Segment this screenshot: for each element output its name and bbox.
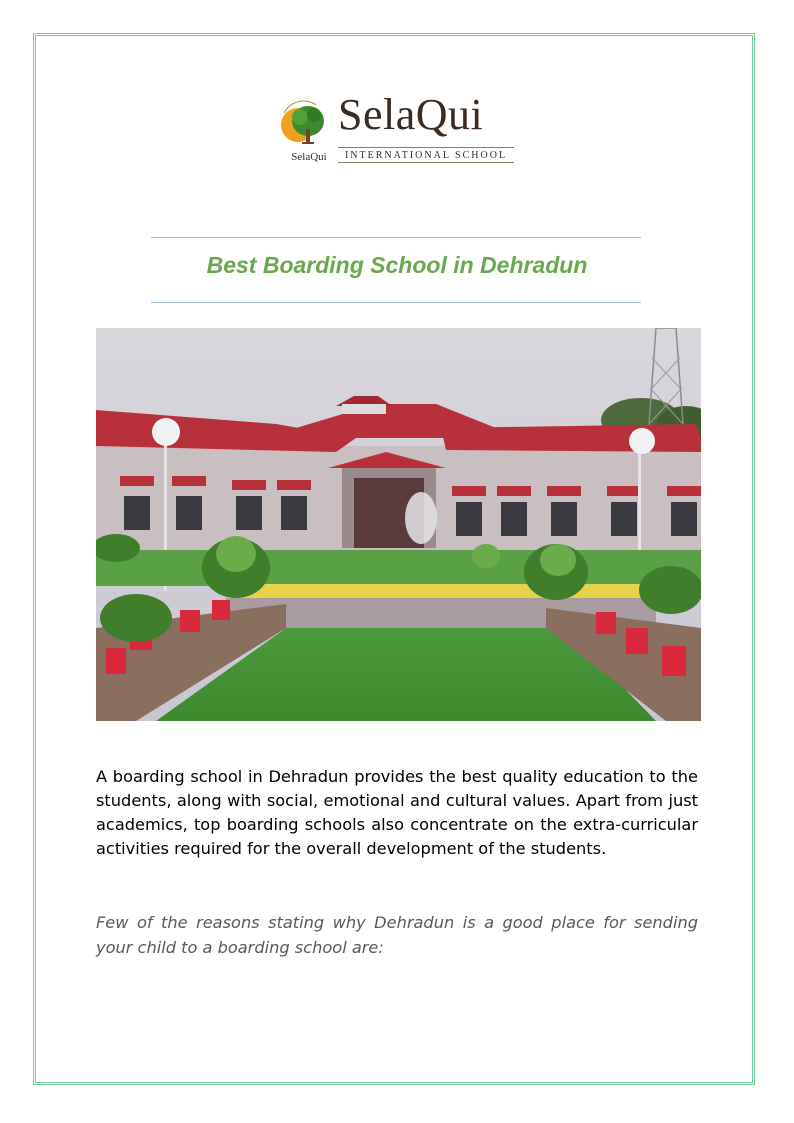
logo-name: SelaQui <box>338 90 484 139</box>
intro-paragraph: A boarding school in Dehradun provides the best quality education to the students, along with social, emotional and cultural values. Apart from just academics, top boarding schools also concentrate on the extra-curricular activities required for the overall development of the students. <box>96 767 698 858</box>
page-title: Best Boarding School in Dehradun <box>206 252 588 278</box>
school-building-photo <box>96 328 701 721</box>
school-logo <box>276 90 526 175</box>
title-rule-top <box>151 237 641 238</box>
reasons-lead-paragraph: Few of the reasons stating why Dehradun is a good place for sending your child to a boarding school are: <box>96 913 698 957</box>
emblem-caption: SelaQui <box>291 151 327 163</box>
logo-subtitle: INTERNATIONAL SCHOOL <box>338 147 514 163</box>
title-rule-bottom <box>151 302 641 303</box>
